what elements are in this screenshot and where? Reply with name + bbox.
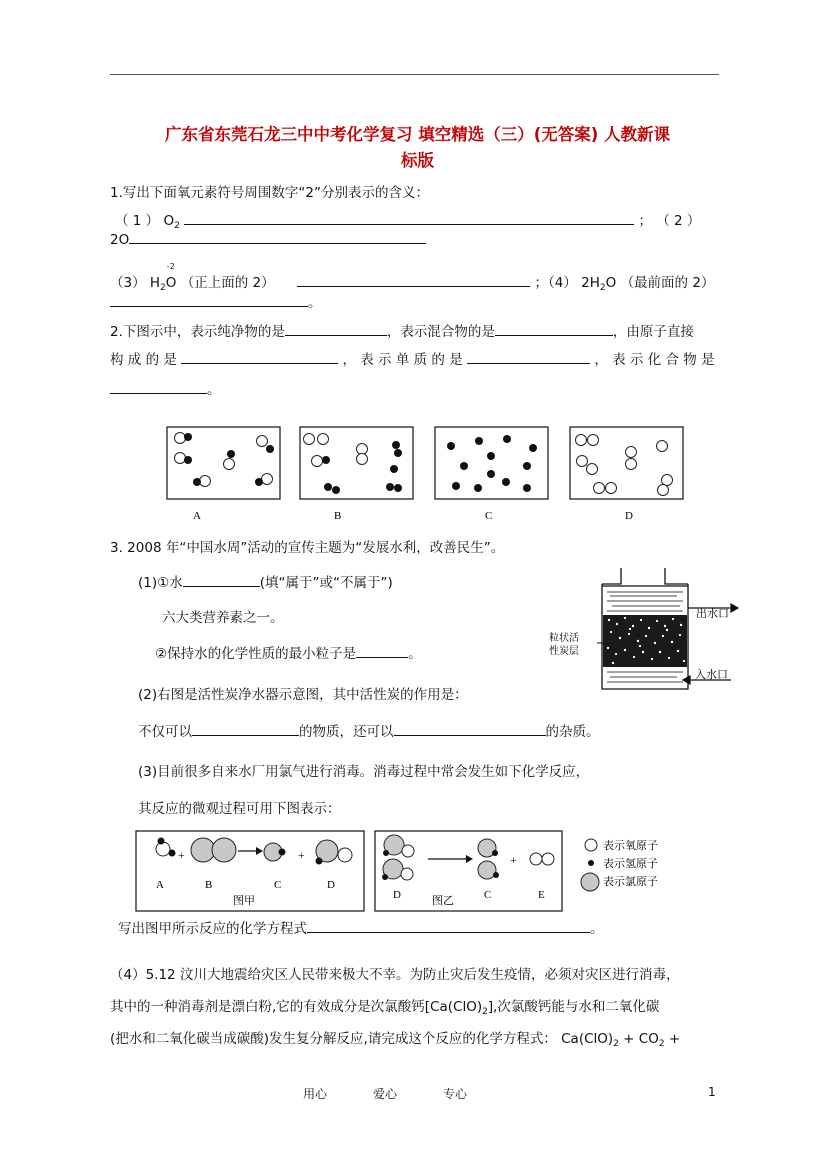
q3-s2-fill: 不仅可以 的物质，还可以 的杂质。 [138, 720, 600, 740]
q2-particle-figure [166, 426, 686, 526]
q2-line3: 。 [110, 378, 221, 398]
footer-item: 专心 [443, 1087, 468, 1101]
answer-blank[interactable] [183, 572, 260, 587]
jia-label-d: D [327, 879, 335, 891]
answer-blank[interactable] [181, 349, 338, 364]
answer-blank[interactable] [110, 292, 308, 307]
answer-blank[interactable] [467, 349, 590, 364]
answer-blank[interactable] [110, 379, 207, 394]
answer-blank[interactable] [192, 721, 299, 736]
page-number: 1 [708, 1085, 716, 1099]
q4-line1: （4）5.12 汶川大地震给灾区人民带来极大不幸。为防止灾后发生疫情，必须对灾区进行消毒， [110, 967, 680, 983]
answer-blank[interactable] [184, 210, 634, 225]
yi-label-d: D [393, 889, 401, 901]
doc-title-line1: 广东省东莞石龙三中中考化学复习 填空精选（三）(无答案) 人教新课 [164, 125, 671, 144]
q3-s3-cont: 其反应的微观过程可用下图表示： [138, 801, 341, 817]
q1-p4-label: ；（4） [534, 275, 577, 291]
q1-p3-formula: $H_2$ -2 O [149, 262, 177, 293]
q3-s2: (2)右图是活性炭净水器示意图，其中活性炭的作用是： [138, 687, 468, 703]
footer-item: 用心 [303, 1087, 328, 1101]
legend-oxygen: 表示氧原子 [603, 839, 658, 852]
legend-chlorine: 表示氯原子 [603, 875, 658, 888]
answer-blank[interactable] [356, 643, 408, 658]
q4-line3: (把水和二氧化碳当成碳酸)发生复分解反应,请完成这个反应的化学方程式： $Ca(ClO)_2 + CO_2$ + [110, 1031, 681, 1049]
jia-caption: 图甲 [233, 894, 255, 907]
answer-blank[interactable] [297, 272, 530, 287]
answer-blank[interactable] [129, 229, 426, 244]
reaction-figure [135, 830, 715, 916]
q1-p3-label: （3） [110, 275, 146, 291]
filter-carbon-label: 粒状活 [549, 633, 579, 644]
q3-write: 写出图甲所示反应的化学方程式 。 [118, 917, 604, 937]
q1-p1-label: （ 1 ） [115, 213, 160, 229]
q1-p3-note: （正上面的 2） [180, 275, 275, 291]
filter-carbon-label-2: 性炭层 [549, 646, 579, 657]
answer-blank[interactable] [285, 321, 387, 336]
box-label-b: B [334, 510, 342, 522]
q1-part2 [110, 229, 426, 248]
doc-title-line2: 标版 [401, 151, 434, 170]
q1-p2-formula: 2O [110, 232, 130, 248]
answer-blank[interactable] [307, 918, 590, 933]
box-label-d: D [625, 510, 633, 522]
filter-in-label: 入水口 [695, 668, 728, 681]
yi-caption: 图乙 [432, 894, 454, 907]
q3-s3: (3)目前很多自来水厂用氯气进行消毒。消毒过程中常会发生如下化学反应， [138, 764, 590, 780]
q1-p4-note: （最前面的 2） [620, 275, 715, 291]
q3-s1-cont: 六大类营养素之一。 [162, 610, 284, 626]
jia-label-a: A [156, 879, 164, 891]
yi-label-e: E [538, 889, 545, 901]
filter-out-label: 出水口 [696, 607, 729, 620]
q1-part1 [115, 209, 700, 231]
answer-blank[interactable] [495, 321, 613, 336]
svg-text:+: + [178, 848, 185, 862]
q2-line2: 构 成 的 是 ， 表 示 单 质 的 是 ， 表 示 化 合 物 是 [110, 348, 715, 368]
q1-part3 [110, 262, 715, 293]
jia-label-c: C [274, 879, 282, 891]
box-label-a: A [193, 510, 201, 522]
legend-hydrogen: 表示氢原子 [603, 857, 658, 870]
q2-line1: 2.下图示中，表示纯净物的是 ，表示混合物的是 ，由原子直接 [110, 320, 694, 340]
answer-blank[interactable] [394, 721, 546, 736]
yi-label-c: C [484, 889, 492, 901]
header-rule [110, 74, 719, 75]
q1-p2-label: ； （ 2 ） [638, 213, 701, 229]
q4-line2: 其中的一种消毒剂是漂白粉,它的有效成分是次氯酸钙$[Ca(ClO)_2]$,次氯酸钙能与水和二氧化碳 [110, 999, 660, 1017]
q1-p4-formula: $2H_2O$ [581, 275, 617, 293]
footer-item: 爱心 [373, 1087, 398, 1101]
jia-label-b: B [205, 879, 213, 891]
box-label-c: C [485, 510, 493, 522]
svg-text:+: + [298, 848, 305, 862]
q3-s1-part2: ②保持水的化学性质的最小粒子是 。 [155, 642, 422, 662]
q3-stem: 3. 2008 年“中国水周”活动的宣传主题为“发展水利，改善民生”。 [110, 540, 505, 556]
svg-text:+: + [510, 853, 517, 867]
q3-s1: (1)①水 (填“属于”或“不属于”) [138, 571, 393, 591]
q1-p1-formula: $O_2$ [163, 213, 180, 231]
q1-part4: 。 [110, 291, 322, 311]
q1-stem: 1.写出下面氧元素符号周围数字“2”分别表示的含义： [110, 185, 429, 201]
carbon-filter-diagram [545, 568, 765, 693]
